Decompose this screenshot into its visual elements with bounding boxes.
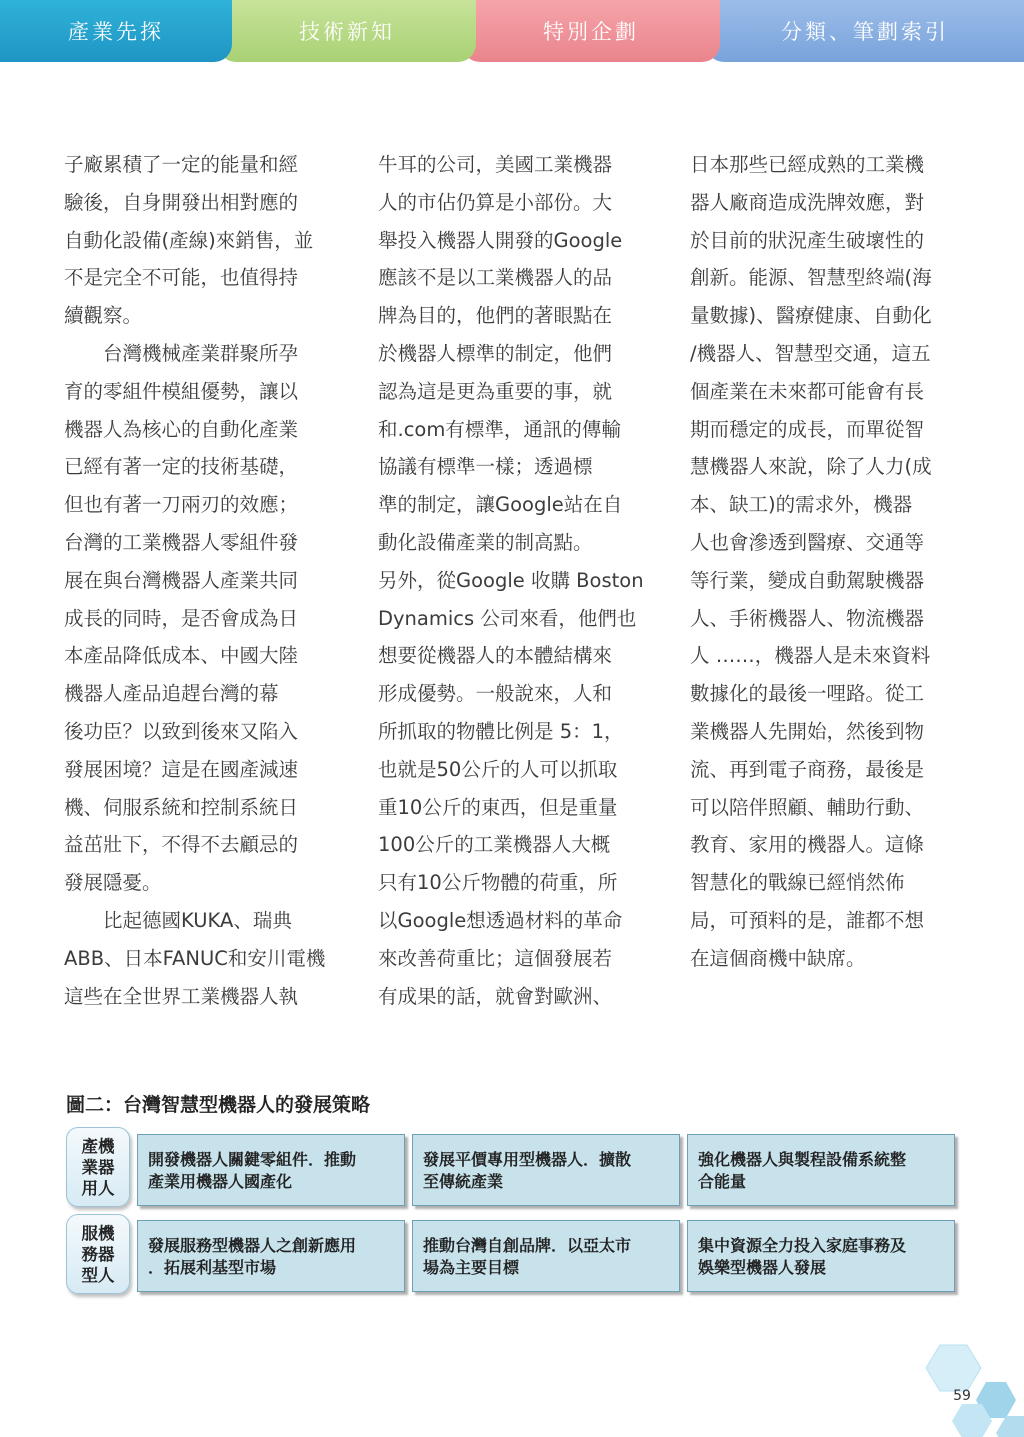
- strategy-line: 發展服務型機器人之創新應用: [148, 1236, 357, 1255]
- text-line: 應該不是以工業機器人的品: [378, 266, 613, 290]
- text-line: 等行業，變成自動駕駛機器: [690, 568, 925, 592]
- row-label-line: 務器: [81, 1244, 115, 1264]
- text-line: 認為這是更為重要的事，就: [378, 379, 613, 403]
- strategy-line: 發展平價專用型機器人．擴散: [423, 1150, 632, 1169]
- text-line: 器人廠商造成洗牌效應，對: [690, 190, 925, 214]
- text-line: 教育、家用的機器人。這條: [690, 833, 925, 857]
- tab-special-feature[interactable]: 特別企劃: [462, 0, 720, 62]
- text-line: 業機器人先開始，然後到物: [690, 719, 925, 743]
- text-line: 期而穩定的成長，而單從智: [690, 417, 925, 441]
- text-column-2: [378, 146, 648, 1015]
- row-label-line: 型人: [81, 1265, 115, 1285]
- text-line: 育的零組件模組優勢，讓以: [64, 379, 299, 403]
- text-line: 只有10公斤物體的荷重，所: [378, 871, 618, 895]
- text-line: 有成果的話，就會對歐洲、: [378, 984, 613, 1008]
- text-line: 想要從機器人的本體結構來: [378, 644, 613, 668]
- text-line: 流、再到電子商務，最後是: [690, 757, 925, 781]
- text-line: 可以陪伴照顧、輔助行動、: [690, 795, 925, 819]
- strategy-line: 強化機器人與製程設備系統整: [698, 1150, 907, 1169]
- text-column-3: [690, 146, 960, 978]
- row-label-service-robots: [66, 1214, 130, 1294]
- text-line: 動化設備產業的制高點。: [378, 530, 593, 554]
- text-line: 量數據)、醫療健康、自動化: [690, 304, 932, 328]
- text-line: 機器人產品追趕台灣的幕: [64, 682, 279, 706]
- text-line: 也就是50公斤的人可以抓取: [378, 757, 618, 781]
- text-line: 形成優勢。一般說來，人和: [378, 682, 613, 706]
- text-line: 於目前的狀況產生破壞性的: [690, 228, 925, 252]
- strategy-box: [137, 1134, 405, 1206]
- text-line: 但也有著一刀兩刃的效應；: [64, 493, 299, 517]
- row-label-line: 服機: [81, 1223, 115, 1243]
- text-line: 發展困境？這是在國產減速: [64, 757, 299, 781]
- text-line: 台灣機械產業群聚所孕: [64, 341, 299, 365]
- text-line: 以Google想透過材料的革命: [378, 908, 623, 932]
- text-line: 來改善荷重比；這個發展若: [378, 946, 613, 970]
- row-label-line: 用人: [81, 1178, 115, 1198]
- text-line: 所抓取的物體比例是 5：1，: [378, 719, 624, 743]
- row-label-text: [82, 1223, 115, 1286]
- row-label-industrial-robots: [66, 1127, 130, 1207]
- text-line: 機、伺服系統和控制系統日: [64, 795, 299, 819]
- figure-title: 圖二：台灣智慧型機器人的發展策略: [66, 1094, 371, 1116]
- strategy-box: [687, 1220, 955, 1292]
- text-line: 人也會滲透到醫療、交通等: [690, 530, 925, 554]
- text-line: 慧機器人來說，除了人力(成: [690, 455, 932, 479]
- text-line: 自動化設備(產線)來銷售，並: [64, 228, 314, 252]
- text-line: 驗後，自身開發出相對應的: [64, 190, 299, 214]
- strategy-line: 集中資源全力投入家庭事務及: [698, 1236, 907, 1255]
- text-line: 益茁壯下，不得不去顧忌的: [64, 833, 299, 857]
- text-line: 牌為目的，他們的著眼點在: [378, 304, 613, 328]
- text-column-1: [64, 146, 334, 1015]
- tab-index[interactable]: 分類、筆劃索引: [706, 0, 1024, 62]
- text-line: 子廠累積了一定的能量和經: [64, 153, 299, 176]
- text-line: 展在與台灣機器人產業共同: [64, 568, 299, 592]
- text-line: 於機器人標準的制定，他們: [378, 341, 613, 365]
- strategy-line: 合能量: [698, 1172, 747, 1191]
- strategy-line: 至傳統產業: [423, 1172, 504, 1191]
- text-line: 續觀察。: [64, 304, 143, 328]
- row-label-text: [82, 1136, 115, 1199]
- text-line: 個產業在未來都可能會有長: [690, 379, 925, 403]
- text-line: 準的制定，讓Google站在自: [378, 493, 623, 517]
- strategy-box: [412, 1134, 680, 1206]
- row-label-line: 產機: [81, 1136, 115, 1156]
- text-line: 本、缺工)的需求外，機器: [690, 493, 913, 517]
- strategy-box: [412, 1220, 680, 1292]
- strategy-line: 產業用機器人國產化: [148, 1172, 293, 1191]
- text-line: 在這個商機中缺席。: [690, 946, 866, 970]
- text-line: 數據化的最後一哩路。從工: [690, 682, 925, 706]
- text-line: 協議有標準一樣；透過標: [378, 455, 593, 479]
- text-line: 不是完全不可能，也值得持: [64, 266, 299, 290]
- tab-tech-news[interactable]: 技術新知: [218, 0, 476, 62]
- text-line: 台灣的工業機器人零組件發: [64, 530, 299, 554]
- text-line: 100公斤的工業機器人大概: [378, 833, 611, 857]
- strategy-box: [687, 1134, 955, 1206]
- text-line: ABB、日本FANUC和安川電機: [64, 946, 326, 970]
- text-line: 和.com有標準，通訊的傳輸: [378, 417, 621, 441]
- page-number: 59: [953, 1388, 971, 1404]
- text-line: 人的市佔仍算是小部份。大: [378, 190, 613, 214]
- text-line: 比起德國KUKA、瑞典: [64, 908, 292, 932]
- text-line: /機器人、智慧型交通，這五: [690, 341, 931, 365]
- text-line: 舉投入機器人開發的Google: [378, 228, 623, 252]
- tab-industry-explore[interactable]: 產業先探: [0, 0, 232, 62]
- text-line: 人、手術機器人、物流機器: [690, 606, 925, 630]
- text-line: 發展隱憂。: [64, 871, 162, 895]
- strategy-line: 開發機器人關鍵零組件．推動: [148, 1150, 357, 1169]
- text-line: 智慧化的戰線已經悄然佈: [690, 871, 905, 895]
- text-line: 後功臣？以致到後來又陷入: [64, 719, 299, 743]
- text-line: 日本那些已經成熟的工業機: [690, 153, 925, 176]
- text-line: 機器人為核心的自動化產業: [64, 417, 299, 441]
- text-line: 成長的同時，是否會成為日: [64, 606, 299, 630]
- text-line: Dynamics 公司來看，他們也: [378, 606, 637, 630]
- section-tabs: [0, 0, 1024, 62]
- text-line: 這些在全世界工業機器人執: [64, 984, 299, 1008]
- text-line: 本產品降低成本、中國大陸: [64, 644, 299, 668]
- row-label-line: 業器: [81, 1157, 115, 1177]
- text-line: 重10公斤的東西，但是重量: [378, 795, 618, 819]
- text-line: 已經有著一定的技術基礎，: [64, 455, 299, 479]
- strategy-line: 娛樂型機器人發展: [698, 1258, 827, 1277]
- strategy-line: 推動台灣自創品牌．以亞太市: [423, 1236, 632, 1255]
- text-line: 人 ……，機器人是未來資料: [690, 644, 931, 668]
- text-line: 創新。能源、智慧型終端(海: [690, 266, 932, 290]
- strategy-box: [137, 1220, 405, 1292]
- strategy-line: 場為主要目標: [423, 1258, 520, 1277]
- text-line: 另外，從Google 收購 Boston: [378, 568, 644, 592]
- strategy-line: ．拓展利基型市場: [148, 1258, 277, 1277]
- text-line: 局，可預料的是，誰都不想: [690, 908, 925, 932]
- text-line: 牛耳的公司，美國工業機器: [378, 153, 613, 176]
